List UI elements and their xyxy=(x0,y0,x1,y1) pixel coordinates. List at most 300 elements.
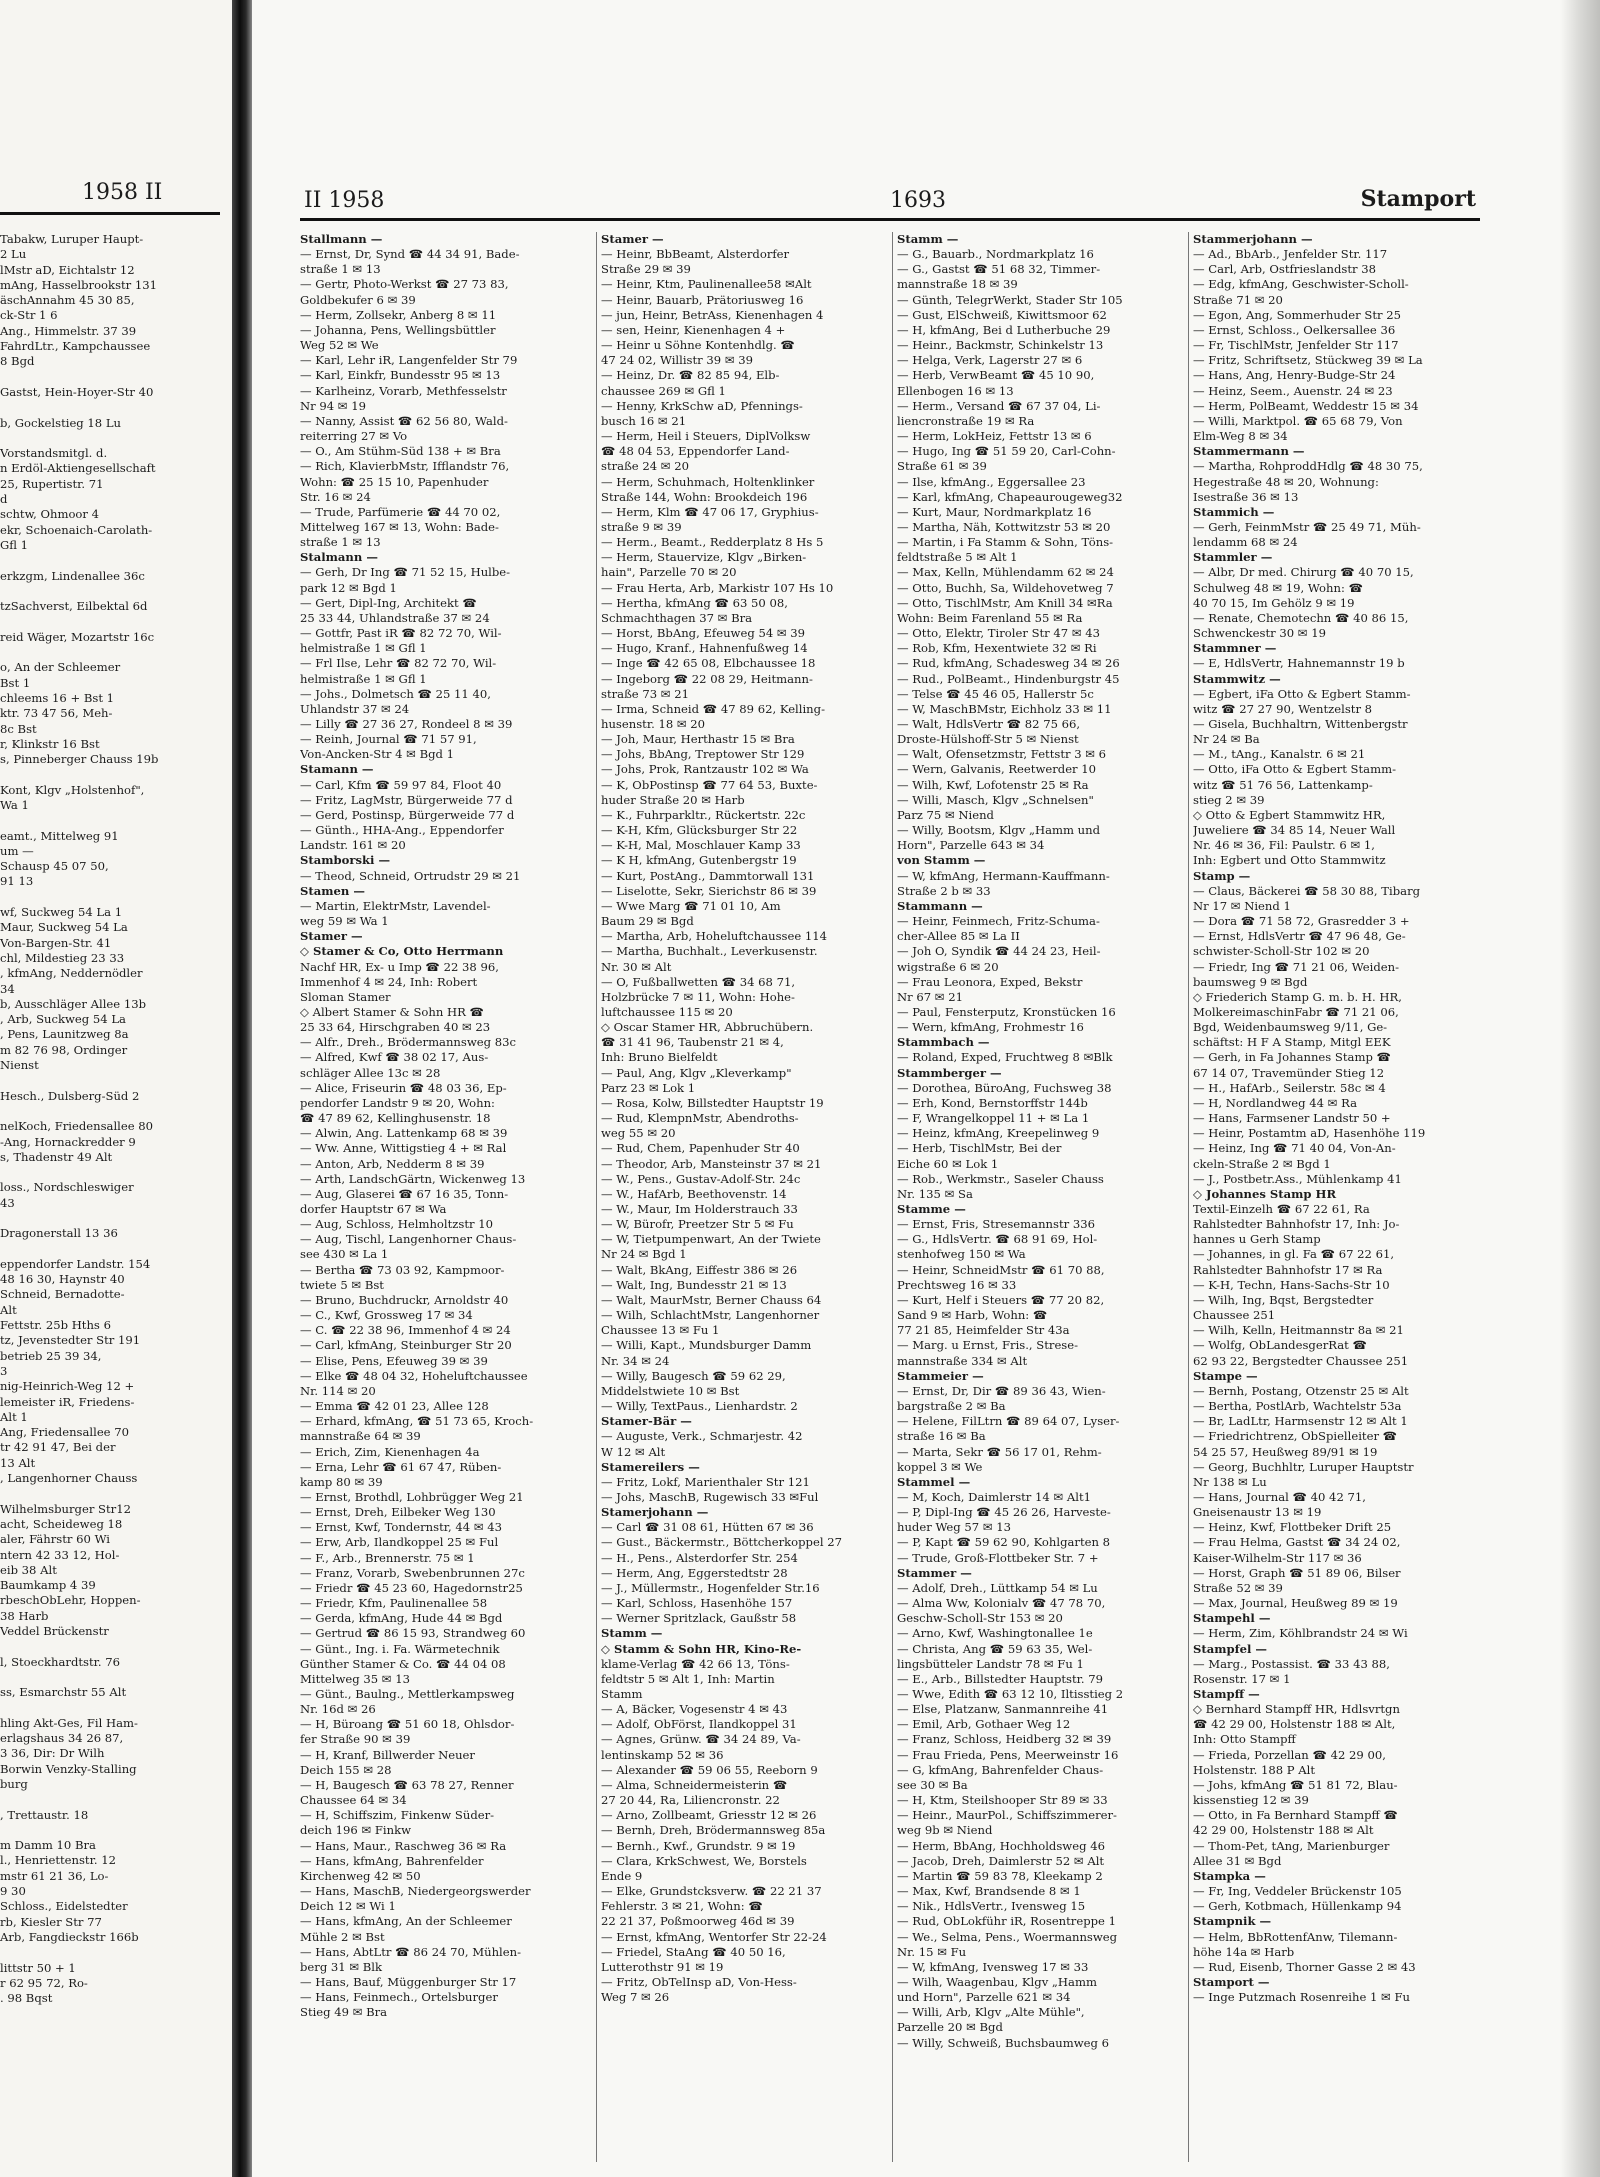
directory-entry: — Inge ☎ 42 65 08, Elbchaussee 18 xyxy=(601,656,816,671)
left-page-line: -Ang, Hornackredder 9 xyxy=(0,1134,136,1149)
directory-entry: ◇ Stamm & Sohn HR, Kino-Re- xyxy=(601,1641,802,1656)
directory-entry: — Marg. u Ernst, Fris., Strese- xyxy=(897,1338,1079,1353)
directory-entry: — Ernst, kfmAng, Wentorfer Str 22-24 xyxy=(601,1929,827,1944)
left-page-line: Gfl 1 xyxy=(0,537,29,552)
directory-entry: — Ad., BbArb., Jenfelder Str. 117 xyxy=(1193,247,1388,262)
surname-heading: Stampka — xyxy=(1193,1868,1266,1883)
directory-entry: schäftst: H F A Stamp, Mitgl EEK xyxy=(1193,1035,1391,1050)
directory-entry: — Wilh, Kwf, Lofotenstr 25 ✉ Ra xyxy=(897,777,1089,792)
directory-entry: — Bertha, PostlArb, Wachtelstr 53a xyxy=(1193,1399,1402,1414)
directory-entry: — M, Koch, Daimlerstr 14 ✉ Alt1 xyxy=(897,1489,1091,1504)
directory-entry: — Frau Frieda, Pens, Meerweinstr 16 xyxy=(897,1747,1119,1762)
directory-entry: Nr. 135 ✉ Sa xyxy=(897,1186,973,1201)
directory-entry: — Br, LadLtr, Harmsenstr 12 ✉ Alt 1 xyxy=(1193,1414,1408,1429)
left-page-line: acht, Scheideweg 18 xyxy=(0,1516,123,1531)
left-page-line: mstr 61 21 36, Lo- xyxy=(0,1868,109,1883)
left-page-header-text: 1958 II xyxy=(82,180,163,205)
directory-entry: — Heinr, Postamtm aD, Hasenhöhe 119 xyxy=(1193,1126,1426,1141)
page-edge xyxy=(1560,0,1600,2177)
directory-entry: mannstraße 334 ✉ Alt xyxy=(897,1353,1028,1368)
directory-entry: — Gust, ElSchweiß, Kiwittsmoor 62 xyxy=(897,307,1107,322)
directory-entry: — F, Wrangelkoppel 11 + ✉ La 1 xyxy=(897,1111,1090,1126)
page-number: 1693 xyxy=(890,188,946,213)
directory-entry: — H., Pens., Alsterdorfer Str. 254 xyxy=(601,1550,798,1565)
left-page-line: mAng, Hasselbrookstr 131 xyxy=(0,277,158,292)
left-page-line: n Erdöl-Aktiengesellschaft xyxy=(0,461,156,476)
directory-entry: — Wern, kfmAng, Frohmestr 16 xyxy=(897,1020,1084,1035)
directory-entry: — Kurt, PostAng., Dammtorwall 131 xyxy=(601,868,815,883)
directory-entry: koppel 3 ✉ We xyxy=(897,1459,983,1474)
left-page-line: eppendorfer Landstr. 154 xyxy=(0,1256,151,1271)
left-page-line: Hesch., Dulsberg-Süd 2 xyxy=(0,1088,140,1103)
directory-entry: — Günth, TelegrWerkt, Stader Str 105 xyxy=(897,292,1123,307)
directory-entry: dorfer Hauptstr 67 ✉ Wa xyxy=(300,1202,447,1216)
directory-entry: — Ernst, Brothdl, Lohbrügger Weg 21 xyxy=(300,1489,524,1504)
left-page-line: chleems 16 + Bst 1 xyxy=(0,690,115,705)
left-page-line xyxy=(0,553,225,568)
directory-entry: — Karl, kfmAng, Chapeaurougeweg32 xyxy=(897,489,1123,504)
left-page-line: Dragonerstall 13 36 xyxy=(0,1226,118,1241)
surname-heading: Stamer-Bär — xyxy=(601,1414,692,1429)
left-page-line xyxy=(0,1945,225,1960)
left-page-line xyxy=(0,1073,225,1088)
directory-entry: — Egbert, iFa Otto & Egbert Stamm- xyxy=(1193,686,1411,701)
directory-entry: — Fritz, Schriftsetz, Stückweg 39 ✉ La xyxy=(1193,353,1423,368)
directory-entry: — Horst, Graph ☎ 51 89 06, Bilser xyxy=(1193,1565,1401,1580)
directory-entry: — E, HdlsVertr, Hahnemannstr 19 b xyxy=(1193,656,1405,671)
directory-entry: — Bertha ☎ 73 03 92, Kampmoor- xyxy=(300,1262,505,1277)
directory-entry: — Emma ☎ 42 01 23, Allee 128 xyxy=(300,1399,489,1414)
directory-entry: — Bernh., Kwf., Grundstr. 9 ✉ 19 xyxy=(601,1838,796,1853)
left-page-line: , Arb, Suckweg 54 La xyxy=(0,1012,126,1027)
directory-entry: — Aug, Tischl, Langenhorner Chaus- xyxy=(300,1232,517,1247)
directory-entry: — K-H, Kfm, Glücksburger Str 22 xyxy=(601,823,798,838)
directory-entry: ☎ 47 89 62, Kellinghusenstr. 18 xyxy=(300,1111,491,1126)
directory-entry: Nr. 30 ✉ Alt xyxy=(601,959,672,974)
left-page-line xyxy=(0,1792,225,1807)
directory-entry: — Herm, BbAng, Hochholdsweg 46 xyxy=(897,1838,1105,1853)
directory-entry: — Heinr., Backmstr, Schinkelstr 13 xyxy=(897,338,1104,353)
left-page-line: Vorstandsmitgl. d. xyxy=(0,446,108,461)
directory-entry: — Günt., Ing. i. Fa. Wärmetechnik xyxy=(300,1641,500,1656)
directory-entry: — Willi, Kapt., Mundsburger Damm xyxy=(601,1338,812,1353)
directory-entry: — C., Kwf, Grossweg 17 ✉ 34 xyxy=(300,1308,473,1323)
directory-entry: höhe 14a ✉ Harb xyxy=(1193,1944,1295,1959)
directory-entry: — Friedr, Ing ☎ 71 21 06, Weiden- xyxy=(1193,959,1399,974)
left-page-line: , Pens, Launitzweg 8a xyxy=(0,1027,129,1042)
directory-entry: — H, Schiffszim, Finkenw Süder- xyxy=(300,1808,495,1823)
left-page-line xyxy=(0,1670,225,1685)
left-page-line: Gastst, Hein-Hoyer-Str 40 xyxy=(0,384,154,399)
directory-entry: Deich 155 ✉ 28 xyxy=(300,1762,392,1777)
directory-entry: lendamm 68 ✉ 24 xyxy=(1193,535,1298,550)
directory-entry: ◇ Bernhard Stampff HR, Hdlsvrtgn xyxy=(1193,1702,1400,1717)
left-page-line: Fettstr. 25b Hths 6 xyxy=(0,1318,111,1333)
surname-heading: Stamp — xyxy=(1193,868,1251,883)
directory-entry: — Aug, Schloss, Helmholtzstr 10 xyxy=(300,1217,493,1232)
directory-entry: — Gottfr, Past iR ☎ 82 72 70, Wil- xyxy=(300,626,502,641)
directory-entry: huder Straße 20 ✉ Harb xyxy=(601,792,745,807)
directory-entry: — Johs, BbAng, Treptower Str 129 xyxy=(601,747,805,762)
directory-entry: Gneisenaustr 13 ✉ 19 xyxy=(1193,1505,1322,1520)
directory-entry: witz ☎ 27 27 90, Wentzelstr 8 xyxy=(1193,701,1373,716)
directory-entry: Isestraße 36 ✉ 13 xyxy=(1193,489,1299,504)
left-page-line: d xyxy=(0,492,8,507)
directory-entry: — Albr, Dr med. Chirurg ☎ 40 70 15, xyxy=(1193,565,1414,580)
directory-entry: — Gerda, kfmAng, Hude 44 ✉ Bgd xyxy=(300,1611,503,1626)
directory-entry: — Herm, Heil i Steuers, DiplVolksw xyxy=(601,429,811,444)
directory-entry: — Trude, Groß-Flottbeker Str. 7 + xyxy=(897,1550,1099,1565)
directory-entry: Holzbrücke 7 ✉ 11, Wohn: Hohe- xyxy=(601,989,795,1004)
directory-entry: — G., HdlsVertr. ☎ 68 91 69, Hol- xyxy=(897,1232,1098,1247)
directory-entry: kissenstieg 12 ✉ 39 xyxy=(1193,1793,1309,1808)
directory-entry: — Marta, Sekr ☎ 56 17 01, Rehm- xyxy=(897,1444,1102,1459)
directory-entry: straße 1 ✉ 13 xyxy=(300,262,381,277)
directory-entry: klame-Verlag ☎ 42 66 13, Töns- xyxy=(601,1656,790,1671)
directory-entry: Kirchenweg 42 ✉ 50 xyxy=(300,1868,421,1883)
directory-entry: — Kurt, Maur, Nordmarkplatz 16 xyxy=(897,504,1092,519)
directory-entry: lentinskamp 52 ✉ 36 xyxy=(601,1747,724,1762)
directory-entry: — Heinz, Seem., Auenstr. 24 ✉ 23 xyxy=(1193,383,1393,398)
directory-entry: Parz 75 ✉ Niend xyxy=(897,807,994,822)
surname-heading: Stamer — xyxy=(300,929,363,944)
left-page-line: burg xyxy=(0,1776,28,1791)
directory-entry: twiete 5 ✉ Bst xyxy=(300,1277,384,1292)
directory-entry: — Aug, Glaserei ☎ 67 16 35, Tonn- xyxy=(300,1186,509,1201)
directory-entry: Immenhof 4 ✉ 24, Inh: Robert xyxy=(300,974,478,989)
left-page-line: 8 Bgd xyxy=(0,354,35,369)
directory-entry: 77 21 85, Heimfelder Str 43a xyxy=(897,1323,1070,1338)
page-keyword: Stamport xyxy=(1360,186,1476,212)
directory-entry: — Johanna, Pens, Wellingsbüttler xyxy=(300,322,496,337)
left-page-line: l, Stoeckhardtstr. 76 xyxy=(0,1654,121,1669)
directory-entry: 42 29 00, Holstenstr 188 ✉ Alt xyxy=(1193,1823,1374,1838)
directory-entry: — Frau Helma, Gastst ☎ 34 24 02, xyxy=(1193,1535,1401,1550)
left-page-line: Alt xyxy=(0,1302,17,1317)
directory-entry: — Hans, Ang, Henry-Budge-Str 24 xyxy=(1193,368,1396,383)
directory-entry: mannstraße 64 ✉ 39 xyxy=(300,1429,421,1444)
surname-heading: Stamereilers — xyxy=(601,1459,700,1474)
directory-entry: — Franz, Schloss, Heidberg 32 ✉ 39 xyxy=(897,1732,1112,1747)
directory-entry: stenhofweg 150 ✉ Wa xyxy=(897,1247,1026,1262)
directory-entry: Rahlstedter Bahnhofstr 17 ✉ Ra xyxy=(1193,1262,1383,1277)
surname-heading: Stallmann — xyxy=(300,232,383,246)
left-page-line: 8c Bst xyxy=(0,721,37,736)
left-page-line xyxy=(0,584,225,599)
directory-entry: — Herm, Klm ☎ 47 06 17, Gryphius- xyxy=(601,504,819,519)
directory-entry: ☎ 48 04 53, Eppendorfer Land- xyxy=(601,444,790,459)
directory-entry: — W., HafArb, Beethovenstr. 14 xyxy=(601,1186,787,1201)
left-page-line xyxy=(0,645,225,660)
directory-entry: — Frl Ilse, Lehr ☎ 82 72 70, Wil- xyxy=(300,656,497,671)
directory-entry: Inh: Bruno Bielfeldt xyxy=(601,1050,718,1065)
directory-entry: — K H, kfmAng, Gutenbergstr 19 xyxy=(601,853,797,868)
left-page-line: tz, Jevenstedter Str 191 xyxy=(0,1333,141,1348)
directory-entry: — Herm., Versand ☎ 67 37 04, Li- xyxy=(897,398,1101,413)
directory-entry: — Fritz, Lokf, Marienthaler Str 121 xyxy=(601,1474,810,1489)
directory-entry: — Trude, Parfümerie ☎ 44 70 02, xyxy=(300,504,501,519)
directory-entry: 62 93 22, Bergstedter Chaussee 251 xyxy=(1193,1353,1409,1368)
left-page-line: Wa 1 xyxy=(0,797,29,812)
directory-entry: — W, Bürofr, Preetzer Str 5 ✉ Fu xyxy=(601,1217,794,1232)
directory-entry: reiterring 27 ✉ Vo xyxy=(300,429,408,444)
left-page-line: 9 30 xyxy=(0,1884,26,1899)
directory-entry: — J., Postbetr.Ass., Mühlenkamp 41 xyxy=(1193,1171,1402,1186)
directory-entry: — Herm, Schuhmach, Holtenklinker xyxy=(601,474,815,489)
directory-entry: — Inge Putzmach Rosenreihe 1 ✉ Fu xyxy=(1193,1990,1410,2005)
directory-entry: hain", Parzelle 70 ✉ 20 xyxy=(601,565,737,580)
left-page-line: s, Pinneberger Chauss 19b xyxy=(0,752,159,767)
directory-entry: — Hans, Feinmech., Ortelsburger xyxy=(300,1990,498,2005)
directory-entry: — Paul, Ang, Klgv „Kleverkamp" xyxy=(601,1065,792,1080)
directory-entry: park 12 ✉ Bgd 1 xyxy=(300,580,397,595)
directory-entry: — Hans, Maur., Raschweg 36 ✉ Ra xyxy=(300,1838,507,1853)
directory-entry: straße 24 ✉ 20 xyxy=(601,459,689,474)
directory-entry: Nachf HR, Ex- u Imp ☎ 22 38 96, xyxy=(300,959,499,974)
directory-entry: Sand 9 ✉ Harb, Wohn: ☎ xyxy=(897,1308,1048,1323)
directory-entry: Str. 16 ✉ 24 xyxy=(300,489,371,504)
surname-heading: Stamm — xyxy=(601,1626,663,1641)
directory-column-2 xyxy=(596,232,893,2162)
left-page-line: Kont, Klgv „Holstenhof", xyxy=(0,782,145,797)
left-page-line: r, Klinkstr 16 Bst xyxy=(0,736,100,751)
directory-entry: — Herm, Zollsekr, Anberg 8 ✉ 11 xyxy=(300,307,497,322)
directory-entry: — Fritz, ObTelInsp aD, Von-Hess- xyxy=(601,1974,797,1989)
directory-entry: — Frieda, Porzellan ☎ 42 29 00, xyxy=(1193,1747,1386,1762)
directory-entry: 67 14 07, Travemünder Stieg 12 xyxy=(1193,1065,1385,1080)
directory-entry: 27 20 44, Ra, Liliencronstr. 22 xyxy=(601,1793,780,1808)
directory-entry: — Joh, Maur, Herthastr 15 ✉ Bra xyxy=(601,732,795,747)
directory-entry: — Bruno, Buchdruckr, Arnoldstr 40 xyxy=(300,1292,509,1307)
directory-entry: — Erw, Arb, Ilandkoppel 25 ✉ Ful xyxy=(300,1535,499,1550)
left-page-line: erkzgm, Lindenallee 36c xyxy=(0,568,145,583)
directory-entry: — Heinr, Ktm, Paulinenallee58 ✉Alt xyxy=(601,277,812,292)
directory-entry: Wohn: ☎ 25 15 10, Papenhuder xyxy=(300,474,489,489)
directory-entry: — Erna, Lehr ☎ 61 67 47, Rüben- xyxy=(300,1459,502,1474)
directory-entry: baumsweg 9 ✉ Bgd xyxy=(1193,974,1308,989)
directory-entry: — K., Fuhrparkltr., Rückertstr. 22c xyxy=(601,807,806,822)
directory-entry: Chaussee 64 ✉ 34 xyxy=(300,1793,407,1808)
directory-entry: Holstenstr. 188 P Alt xyxy=(1193,1762,1316,1777)
directory-entry: Landstr. 161 ✉ 20 xyxy=(300,838,406,853)
directory-entry: — Gerh, in Fa Johannes Stamp ☎ xyxy=(1193,1050,1391,1065)
directory-entry: — Erh, Kond, Bernstorffstr 144b xyxy=(897,1095,1088,1110)
directory-entry: — Günth., HHA-Ang., Eppendorfer xyxy=(300,823,504,838)
directory-entry: — Max, Journal, Heußweg 89 ✉ 19 xyxy=(1193,1596,1398,1611)
directory-entry: — Martha, Arb, Hoheluftchaussee 114 xyxy=(601,929,828,944)
directory-entry: — H, Nordlandweg 44 ✉ Ra xyxy=(1193,1095,1357,1110)
directory-column-3 xyxy=(892,232,1189,2162)
directory-entry: straße 1 ✉ 13 xyxy=(300,535,381,550)
directory-entry: — Wolfg, ObLandesgerRat ☎ xyxy=(1193,1338,1367,1353)
directory-entry: — K-H, Techn, Hans-Sachs-Str 10 xyxy=(1193,1277,1390,1292)
directory-entry: Günther Stamer & Co. ☎ 44 04 08 xyxy=(300,1656,506,1671)
directory-entry: Hegestraße 48 ✉ 20, Wohnung: xyxy=(1193,474,1379,489)
directory-entry: — Elke ☎ 48 04 32, Hoheluftchaussee xyxy=(300,1368,528,1383)
surname-heading: Stamport — xyxy=(1193,1974,1270,1989)
directory-entry: Juweliere ☎ 34 85 14, Neuer Wall xyxy=(1193,823,1396,838)
directory-column-1 xyxy=(300,232,594,2162)
left-page-line: betrieb 25 39 34, xyxy=(0,1348,102,1363)
directory-entry: — O., Am Stühm-Süd 138 + ✉ Bra xyxy=(300,444,501,459)
left-page-line: 34 xyxy=(0,981,15,996)
directory-entry: ◇ Oscar Stamer HR, Abbruchübern. xyxy=(601,1020,814,1035)
directory-entry: — Werner Spritzlack, Gaußstr 58 xyxy=(601,1611,797,1626)
left-page-line: ntern 42 33 12, Hol- xyxy=(0,1547,120,1562)
directory-entry: deich 196 ✉ Finkw xyxy=(300,1823,412,1838)
directory-entry: — W., Pens., Gustav-Adolf-Str. 24c xyxy=(601,1171,801,1186)
directory-entry: bargstraße 2 ✉ Ba xyxy=(897,1399,1006,1414)
directory-entry: — H, Kranf, Billwerder Neuer xyxy=(300,1747,475,1762)
directory-entry: — Friedr, Kfm, Paulinenallee 58 xyxy=(300,1596,488,1611)
left-page-line: 43 xyxy=(0,1195,15,1210)
directory-entry: — Horst, BbAng, Efeuweg 54 ✉ 39 xyxy=(601,626,806,641)
directory-entry: — Agnes, Grünw. ☎ 34 24 89, Va- xyxy=(601,1732,801,1747)
surname-heading: Stammwitz — xyxy=(1193,671,1281,686)
directory-entry: stieg 2 ✉ 39 xyxy=(1193,792,1265,807)
directory-entry: — Roland, Exped, Fruchtweg 8 ✉Blk xyxy=(897,1050,1113,1065)
directory-entry: — W, kfmAng, Hermann-Kauffmann- xyxy=(897,868,1110,883)
directory-entry: — E., Arb., Billstedter Hauptstr. 79 xyxy=(897,1671,1104,1686)
surname-heading: Stammner — xyxy=(1193,641,1277,656)
directory-entry: — Karl, Schloss, Hasenhöhe 157 xyxy=(601,1596,793,1611)
left-page-line: l., Henriettenstr. 12 xyxy=(0,1853,116,1868)
directory-entry: — Martin ☎ 59 83 78, Kleekamp 2 xyxy=(897,1868,1103,1883)
surname-heading: Stamann — xyxy=(300,762,374,777)
directory-entry: — We., Selma, Pens., Woermannsweg xyxy=(897,1929,1118,1944)
directory-entry: Geschw-Scholl-Str 153 ✉ 20 xyxy=(897,1611,1063,1626)
directory-entry: Schwenckestr 30 ✉ 19 xyxy=(1193,626,1326,641)
left-page-line: rbeschObLehr, Hoppen- xyxy=(0,1593,141,1608)
directory-entry: — Wwe, Edith ☎ 63 12 10, Iltisstieg 2 xyxy=(897,1687,1124,1701)
directory-entry: weg 55 ✉ 20 xyxy=(601,1126,676,1141)
directory-entry: — K, ObPostinsp ☎ 77 64 53, Buxte- xyxy=(601,777,818,792)
left-page-line: s, Thadenstr 49 Alt xyxy=(0,1149,113,1164)
directory-entry: — Heinz, Dr. ☎ 82 85 94, Elb- xyxy=(601,368,780,383)
directory-entry: — Emil, Arb, Gothaer Weg 12 xyxy=(897,1717,1071,1732)
directory-entry: Straße 2 b ✉ 33 xyxy=(897,883,991,898)
directory-entry: — Herm, Stauervize, Klgv „Birken- xyxy=(601,550,807,565)
directory-entry: — W, Tietpumpenwart, An der Twiete xyxy=(601,1232,821,1247)
directory-entry: — Max, Kwf, Brandsende 8 ✉ 1 xyxy=(897,1884,1081,1899)
directory-entry: — Theod, Schneid, Ortrudstr 29 ✉ 21 xyxy=(300,868,521,883)
directory-entry: — Bernh, Dreh, Brödermannsweg 85a xyxy=(601,1823,826,1838)
left-page-line: Schausp 45 07 50, xyxy=(0,859,109,874)
directory-entry: — Dora ☎ 71 58 72, Grasredder 3 + xyxy=(1193,914,1410,929)
directory-entry: — Franz, Vorarb, Swebenbrunnen 27c xyxy=(300,1565,525,1580)
directory-entry: — H, Ktm, Steilshooper Str 89 ✉ 33 xyxy=(897,1793,1108,1808)
directory-entry: — Paul, Fensterputz, Kronstücken 16 xyxy=(897,1004,1116,1019)
directory-entry: — Heinr, SchneidMstr ☎ 61 70 88, xyxy=(897,1262,1105,1277)
directory-entry: ◇ Albert Stamer & Sohn HR ☎ xyxy=(300,1004,484,1019)
directory-entry: — Heinz, Ing ☎ 71 40 04, Von-An- xyxy=(1193,1141,1396,1156)
right-page xyxy=(252,0,1600,2177)
surname-heading: Stamerjohann — xyxy=(601,1505,709,1520)
directory-entry: MolkereimaschinFabr ☎ 71 21 06, xyxy=(1193,1004,1399,1019)
left-page-line: Bst 1 xyxy=(0,675,31,690)
directory-entry: — P, Dipl-Ing ☎ 45 26 26, Harveste- xyxy=(897,1505,1111,1520)
surname-heading: Stammel — xyxy=(897,1474,971,1489)
directory-entry: — Lilly ☎ 27 36 27, Rondeel 8 ✉ 39 xyxy=(300,717,513,731)
directory-entry: ◇ Otto & Egbert Stammwitz HR, xyxy=(1193,807,1386,822)
directory-entry: — Rud, ObLokführ iR, Rosentreppe 1 xyxy=(897,1914,1116,1929)
directory-entry: busch 16 ✉ 21 xyxy=(601,413,687,428)
left-page-line: 38 Harb xyxy=(0,1608,49,1623)
directory-entry: Nr 24 ✉ Ba xyxy=(1193,732,1260,747)
left-page-line xyxy=(0,1486,225,1501)
directory-entry: — Wilh, Waagenbau, Klgv „Hamm xyxy=(897,1974,1097,1989)
directory-entry: — A, Bäcker, Vogesenstr 4 ✉ 43 xyxy=(601,1702,788,1717)
directory-entry: huder Weg 57 ✉ 13 xyxy=(897,1520,1011,1535)
directory-entry: — Clara, KrkSchwest, We, Borstels xyxy=(601,1853,807,1868)
directory-entry: Parz 23 ✉ Lok 1 xyxy=(601,1080,696,1095)
directory-entry: — Dorothea, BüroAng, Fuchsweg 38 xyxy=(897,1080,1112,1095)
directory-entry: — Herm, Ang, Eggerstedtstr 28 xyxy=(601,1565,788,1580)
directory-entry: — Otto, Buchh, Sa, Wildehovetweg 7 xyxy=(897,580,1114,595)
directory-entry: — Wern, Galvanis, Reetwerder 10 xyxy=(897,762,1097,777)
directory-entry: — Gerd, Postinsp, Bürgerweide 77 d xyxy=(300,807,515,822)
left-page-line: ss, Esmarchstr 55 Alt xyxy=(0,1685,127,1700)
left-page-line: Tabakw, Luruper Haupt- xyxy=(0,232,144,246)
left-page-line: eib 38 Alt xyxy=(0,1562,57,1577)
directory-entry: — W, kfmAng, Ivensweg 17 ✉ 33 xyxy=(897,1959,1089,1974)
directory-entry: ckeln-Straße 2 ✉ Bgd 1 xyxy=(1193,1156,1331,1171)
directory-entry: Ellenbogen 16 ✉ 13 xyxy=(897,383,1014,398)
directory-entry: Weg 52 ✉ We xyxy=(300,338,379,353)
surname-heading: Stammler — xyxy=(1193,550,1273,565)
surname-heading: Stamborski — xyxy=(300,853,391,868)
left-page-line: 48 16 30, Haynstr 40 xyxy=(0,1272,125,1287)
directory-entry: — Renate, Chemotechn ☎ 40 86 15, xyxy=(1193,610,1409,625)
directory-entry: ◇ Johannes Stamp HR xyxy=(1193,1186,1337,1201)
left-page-line: chl, Mildestieg 23 33 xyxy=(0,950,125,965)
surname-heading: Stammberger — xyxy=(897,1065,1002,1080)
directory-entry: ☎ 42 29 00, Holstenstr 188 ✉ Alt, xyxy=(1193,1717,1396,1732)
directory-entry: — Carl, Arb, Ostfrieslandstr 38 xyxy=(1193,262,1376,277)
directory-entry: husenstr. 18 ✉ 20 xyxy=(601,717,706,731)
directory-entry: — Frau Leonora, Exped, Bekstr xyxy=(897,974,1083,989)
directory-entry: — Fritz, LagMstr, Bürgerweide 77 d xyxy=(300,792,513,807)
directory-entry: — Ernst, Dr, Synd ☎ 44 34 91, Bade- xyxy=(300,247,520,262)
directory-entry: — Willy, TextPaus., Lienhardstr. 2 xyxy=(601,1399,798,1414)
directory-entry: — Willy, Schweiß, Buchsbaumweg 6 xyxy=(897,2035,1109,2050)
directory-entry: Straße 52 ✉ 39 xyxy=(1193,1580,1283,1595)
surname-heading: Stammermann — xyxy=(1193,444,1305,459)
left-page-line: Ang., Himmelstr. 37 39 xyxy=(0,323,137,338)
directory-entry: cher-Allee 85 ✉ La II xyxy=(897,929,1020,944)
directory-entry: — C. ☎ 22 38 96, Immenhof 4 ✉ 24 xyxy=(300,1323,511,1338)
directory-entry: Lutterothstr 91 ✉ 19 xyxy=(601,1959,724,1974)
directory-entry: — Herb, VerwBeamt ☎ 45 10 90, xyxy=(897,368,1095,383)
directory-entry: — Telse ☎ 45 46 05, Hallerstr 5c xyxy=(897,686,1094,701)
directory-entry: Wohn: Beim Farenland 55 ✉ Ra xyxy=(897,610,1083,625)
directory-entry: — Gertr, Photo-Werkst ☎ 27 73 83, xyxy=(300,277,509,292)
left-page-line: Borwin Venzky-Stalling xyxy=(0,1761,137,1776)
directory-entry: — Rud., PolBeamt., Hindenburgstr 45 xyxy=(897,671,1120,686)
left-page-line: littstr 50 + 1 xyxy=(0,1960,76,1975)
directory-entry: — Rud, KlempnMstr, Abendroths- xyxy=(601,1111,799,1126)
surname-heading: Stammbach — xyxy=(897,1035,990,1050)
directory-entry: — Friedel, StaAng ☎ 40 50 16, xyxy=(601,1944,786,1959)
directory-entry: — Wilh, SchlachtMstr, Langenhorner xyxy=(601,1308,820,1323)
directory-entry: Allee 31 ✉ Bgd xyxy=(1193,1853,1282,1868)
directory-entry: — H, kfmAng, Bei d Lutherbuche 29 xyxy=(897,322,1111,337)
directory-column-4 xyxy=(1188,232,1479,2162)
directory-entry: — W., Maur, Im Holderstrauch 33 xyxy=(601,1202,798,1216)
directory-entry: Nr. 15 ✉ Fu xyxy=(897,1944,967,1959)
directory-entry: — Elke, Grundstcksverw. ☎ 22 21 37 xyxy=(601,1884,822,1899)
directory-entry: — Friedrichtrenz, ObSpielleiter ☎ xyxy=(1193,1429,1398,1444)
